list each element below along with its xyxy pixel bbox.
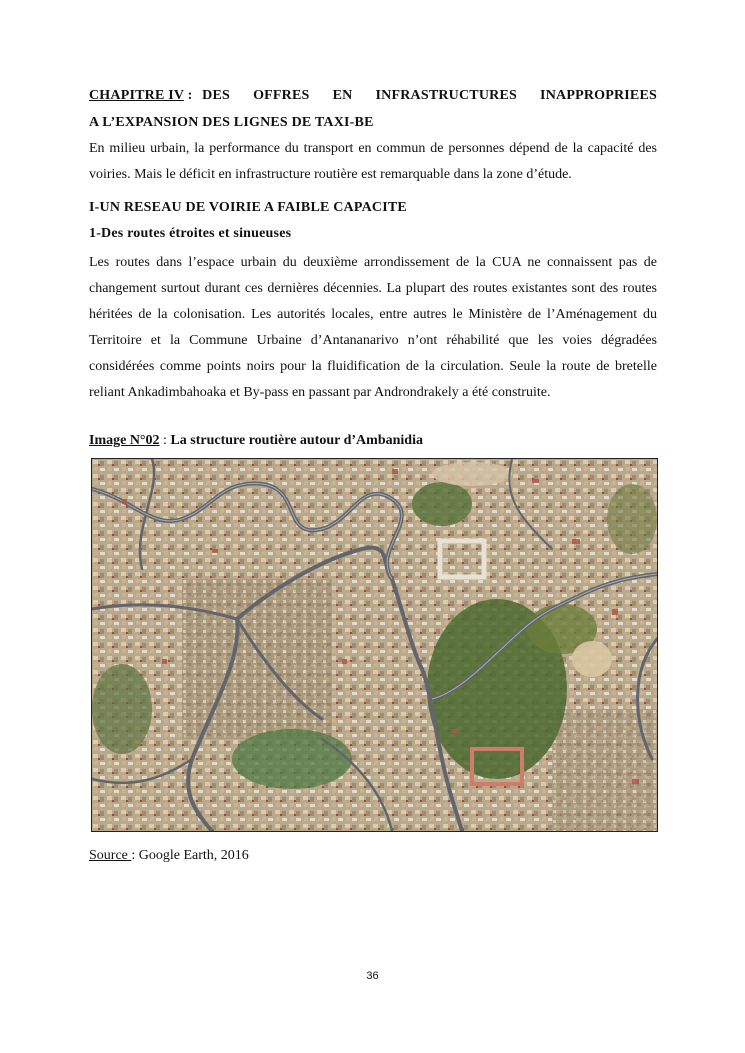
body-paragraph: Les routes dans l’espace urbain du deuxième arrondissement de la CUA ne connaissent pas de changement surtout durant ces dernières décennies. La plupart des routes existantes sont des routes héritées de la colonisation. Les autorités locales, entre autres le Ministère de l’Aménagement du Territoire et la Commune Urbaine d’Antananarivo n’ont réhabilité que les voies dégradées considérées comme points noirs pour la fluidification de la circulation. Seule la route de bretelle reliant Ankadimbahoaka et By-pass en passant par Androndrakely a été construite. — [89, 255, 657, 400]
section-heading: I-UN RESEAU DE VOIRIE A FAIBLE CAPACITE — [89, 200, 407, 215]
intro-paragraph: En milieu urbain, la performance du transport en commun de personnes dépend de la capacité des voiries. Mais le déficit en infrastructure routière est remarquable dans la zone d’étude. — [89, 141, 657, 182]
satellite-image — [91, 458, 658, 832]
figure-source — [89, 848, 249, 864]
figure-separator: : — [159, 433, 171, 448]
chapter-heading-line1 — [89, 88, 657, 104]
source-text: : Google Earth, 2016 — [131, 848, 249, 863]
chapter-separator: : — [183, 88, 197, 103]
figure-caption — [89, 433, 423, 449]
page-number: 36 — [366, 970, 379, 982]
subsection-heading: 1-Des routes étroites et sinueuses — [89, 226, 292, 241]
figure-title: La structure routière autour d’Ambanidia — [170, 433, 423, 448]
chapter-title-line1: DES OFFRES EN INFRASTRUCTURES INAPPROPRIEES — [202, 88, 657, 103]
chapter-label: CHAPITRE IV — [89, 88, 184, 103]
figure-label: Image N°02 — [89, 433, 160, 448]
chapter-title-line2: A L’EXPANSION DES LIGNES DE TAXI-BE — [89, 115, 374, 130]
satellite-map-graphic — [92, 459, 657, 831]
source-label: Source — [89, 848, 132, 863]
